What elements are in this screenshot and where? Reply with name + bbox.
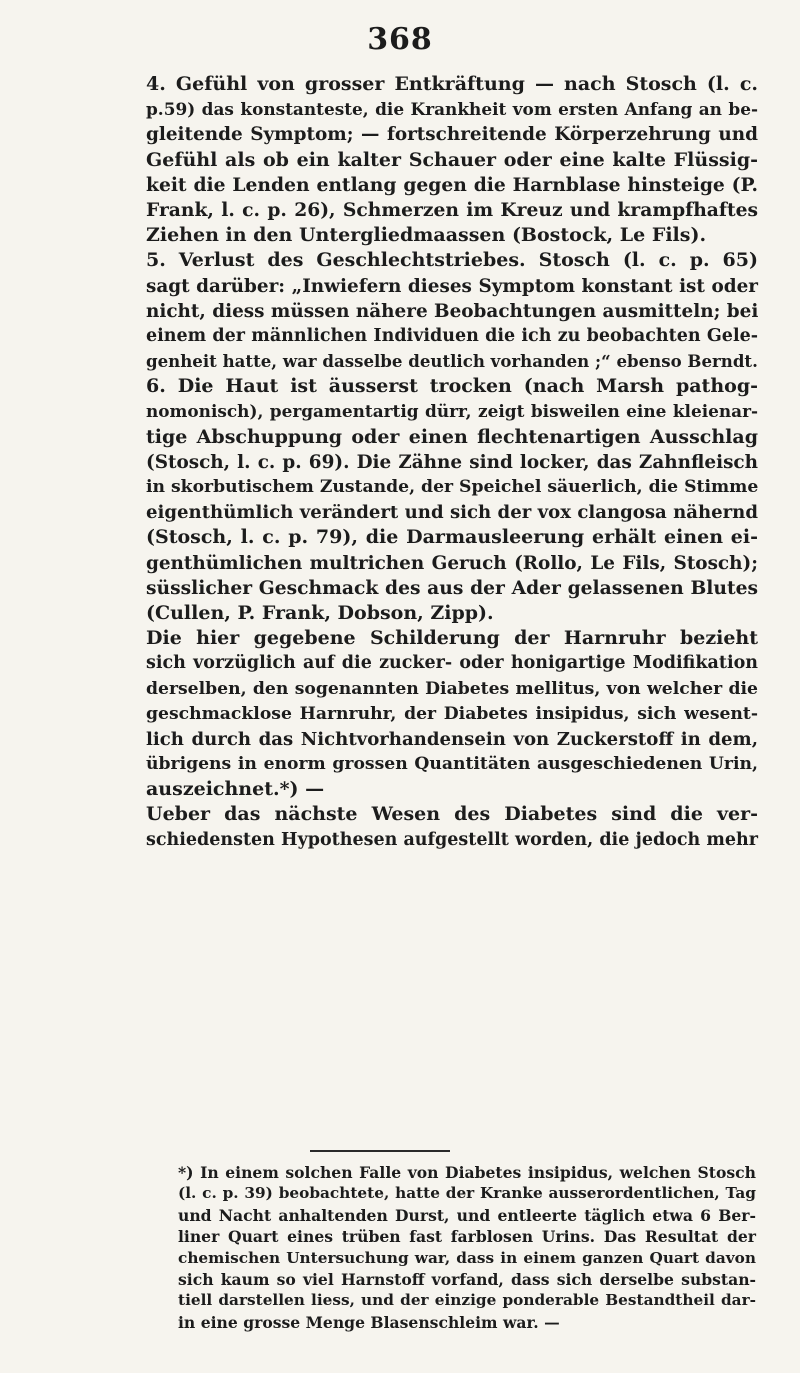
text-line: Frank, l. c. p. 26), Schmerzen im Kreuz und krampfhaftes (146, 198, 758, 221)
text-line: Die hier gegebene Schilderung der Harnruhr bezieht (146, 627, 758, 650)
text-line: lich durch das Nichtvorhandensein von Zuckerstoff in dem, (146, 728, 758, 750)
footnote-line: in eine grosse Menge Blasenschleim war. — (178, 1312, 560, 1332)
text-line: 5. Verlust des Geschlechtstriebes. Stosch (l. c. p. 65) (146, 249, 758, 272)
text-line: Ueber das nächste Wesen des Diabetes sind die ver- (146, 803, 758, 826)
footnote-line: *) In einem solchen Falle von Diabetes insipidus, welchen Stosch (178, 1163, 756, 1182)
text-line: eigenthümlich verändert und sich der vox clangosa nähernd (146, 502, 758, 524)
text-line: übrigens in enorm grossen Quantitäten ausgeschiedenen Urin, (146, 754, 758, 775)
footnote-line: sich kaum so viel Harnstoff vorfand, dass sich derselbe substan- (178, 1269, 756, 1289)
text-line: tige Abschuppung oder einen flechtenartigen Ausschlag (146, 425, 758, 448)
text-line: (Stosch, l. c. p. 69). Die Zähne sind locker, das Zahnfleisch (146, 451, 758, 473)
text-line: gleitende Symptom; — fortschreitende Körperzehrung und (146, 124, 758, 146)
text-line: keit die Lenden entlang gegen die Harnblase hinsteige (P. (146, 173, 758, 196)
text-line: süsslicher Geschmack des aus der Ader gelassenen Blutes (146, 576, 758, 599)
text-line: Gefühl als ob ein kalter Schauer oder eine kalte Flüssig- (146, 148, 758, 171)
footnote-line: und Nacht anhaltenden Durst, und entleerte täglich etwa 6 Ber- (178, 1205, 756, 1225)
text-line: 4. Gefühl von grosser Entkräftung — nach Stosch (l. c. (146, 73, 758, 95)
footnote-divider (310, 1150, 450, 1152)
text-line: einem der männlichen Individuen die ich zu beobachten Gele- (146, 325, 758, 346)
main-text (146, 72, 758, 853)
text-line: Ziehen in den Untergliedmaassen (Bostock, Le Fils). (146, 224, 707, 247)
text-line: 6. Die Haut ist äusserst trocken (nach Marsh pathog- (146, 375, 758, 398)
text-line: genheit hatte, war dasselbe deutlich vorhanden ;“ ebenso Berndt. (146, 351, 758, 372)
text-line: nicht, diess müssen nähere Beobachtungen ausmitteln; bei (146, 300, 759, 322)
text-line: in skorbutischem Zustande, der Speichel säuerlich, die Stimme (146, 477, 759, 497)
text-line: auszeichnet.*) — (146, 778, 325, 801)
footnote-line: chemischen Untersuchung war, dass in einem ganzen Quart davon (178, 1248, 756, 1267)
text-line: sich vorzüglich auf die zucker- oder honigartige Modifikation (146, 653, 758, 674)
text-line: p.59) das konstanteste, die Krankheit vom ersten Anfang an be- (146, 99, 758, 120)
footnote-line: liner Quart eines trüben fast farblosen Urins. Das Resultat der (178, 1227, 756, 1247)
text-line: nomonisch), pergamentartig dürr, zeigt bisweilen eine kleienar- (146, 401, 758, 422)
footnote (178, 1162, 756, 1333)
text-line: sagt darüber: „Inwiefern dieses Symptom konstant ist oder (146, 275, 758, 297)
page-number: 368 (367, 22, 433, 57)
text-line: schiedensten Hypothesen aufgestellt worden, die jedoch mehr (146, 829, 758, 850)
text-line: (Stosch, l. c. p. 79), die Darmausleerung erhält einen ei- (146, 526, 758, 549)
text-line: derselben, den sogenannten Diabetes mellitus, von welcher die (146, 678, 758, 699)
text-line: geschmacklose Harnruhr, der Diabetes insipidus, sich wesent- (146, 703, 758, 724)
footnote-line: tiell darstellen liess, und der einzige ponderable Bestandtheil dar- (178, 1291, 756, 1310)
text-line: (Cullen, P. Frank, Dobson, Zipp). (146, 601, 494, 624)
footnote-line: (l. c. p. 39) beobachtete, hatte der Kranke ausserordentlichen, Tag (178, 1184, 756, 1203)
text-line: genthümlichen multrichen Geruch (Rollo, Le Fils, Stosch); (146, 552, 758, 574)
